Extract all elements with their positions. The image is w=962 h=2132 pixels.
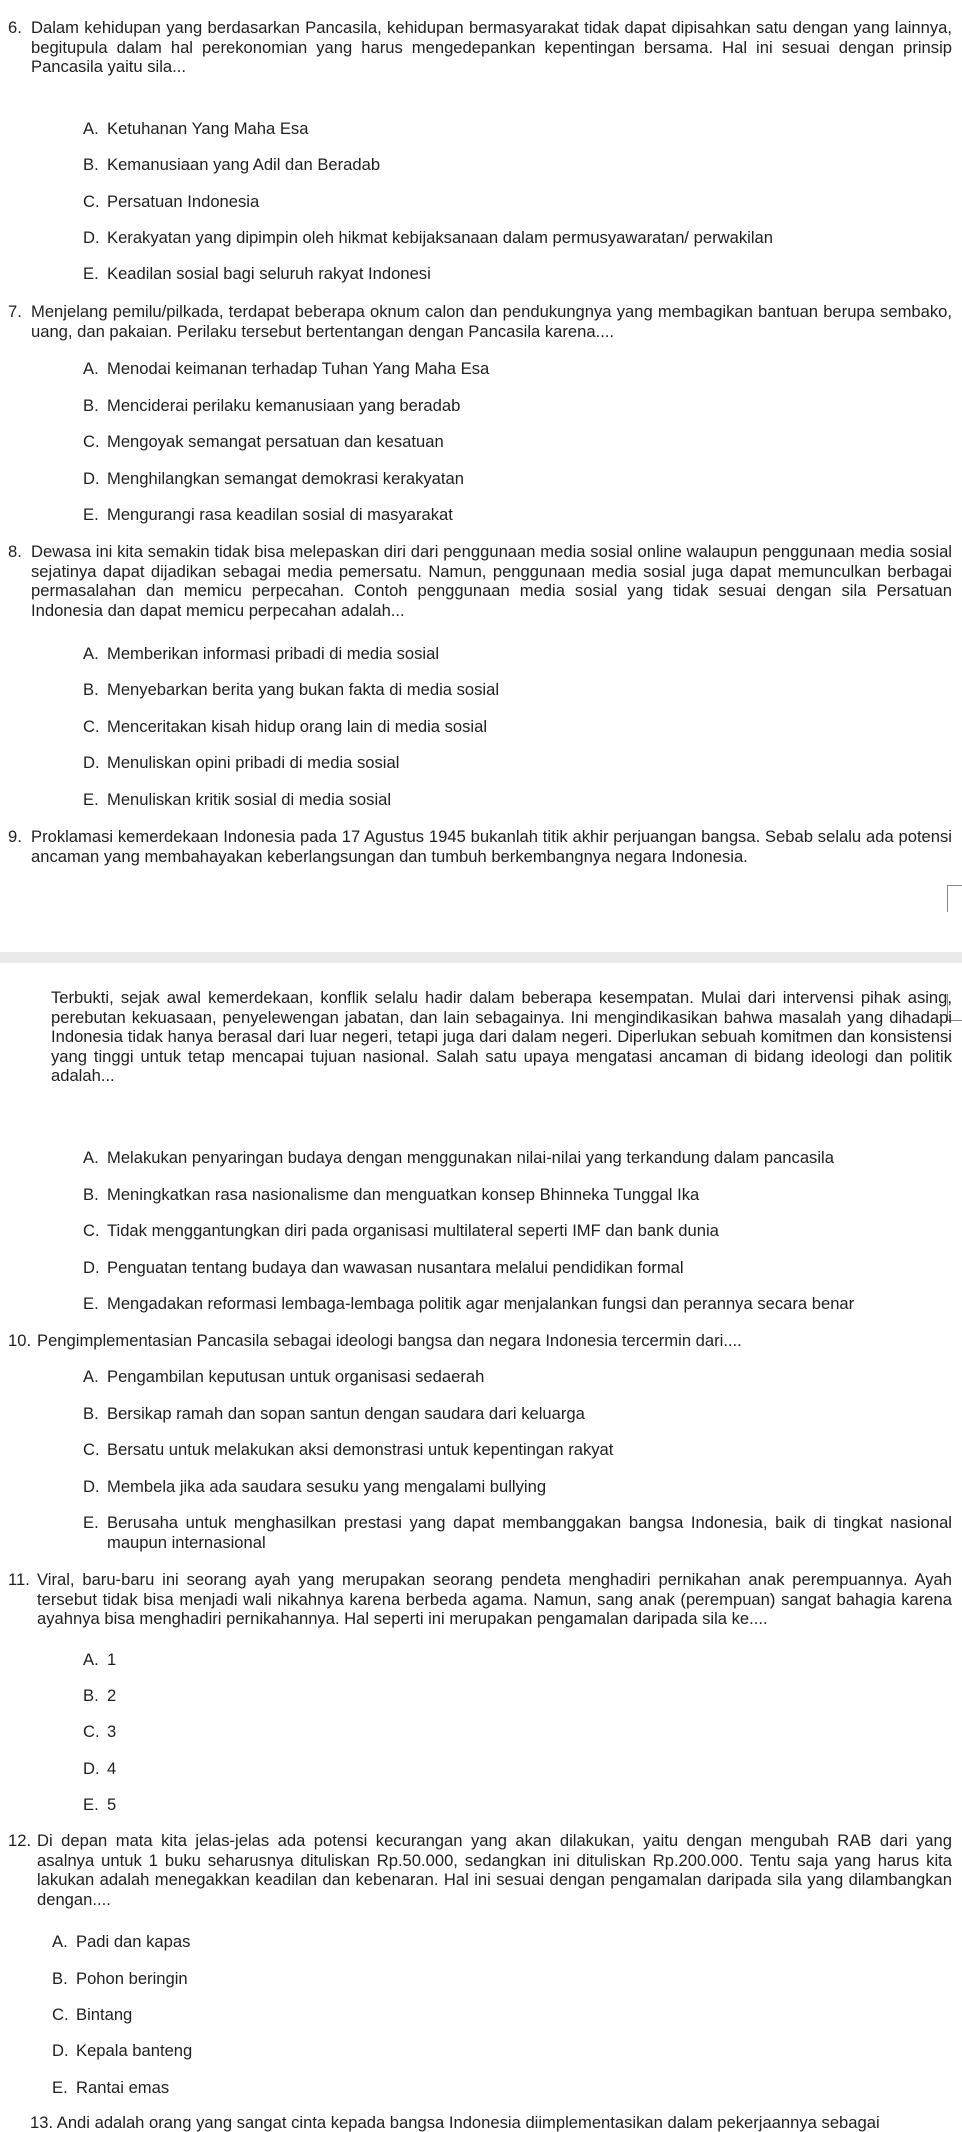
option-letter: B. — [83, 155, 99, 174]
option-8c[interactable] — [83, 717, 952, 737]
option-letter: C. — [83, 1221, 100, 1240]
question-text: Viral, baru-baru ini seorang ayah yang merupakan seorang pendeta menghadiri pernikahan anak perempuannya. Ayah tersebut tidak bisa menjadi wali nikahnya karena berbeda agama. Namun, sang anak (perempuan) sangat bahagia karena ayahnya bisa menghadiri pernikahannya. Hal seperti ini merupakan pengamalan daripada sila ke.... — [37, 1570, 952, 1628]
option-text: Menodai keimanan terhadap Tuhan Yang Maha Esa — [107, 359, 490, 378]
option-7d[interactable] — [83, 469, 952, 489]
option-text: Menciderai perilaku kemanusiaan yang beradab — [107, 396, 461, 415]
option-letter: A. — [83, 1148, 99, 1167]
option-text: Mengurangi rasa keadilan sosial di masyarakat — [107, 505, 453, 524]
question-9-continuation — [8, 988, 952, 1086]
option-text: Kerakyatan yang dipimpin oleh hikmat kebijaksanaan dalam permusyawaratan/ perwakilan — [107, 228, 773, 247]
option-6b[interactable] — [83, 155, 952, 175]
option-letter: E. — [83, 264, 99, 283]
option-text: Ketuhanan Yang Maha Esa — [107, 119, 309, 138]
option-8d[interactable] — [83, 753, 952, 773]
option-letter: E. — [83, 1513, 99, 1532]
question-number: 6. — [8, 18, 22, 37]
option-letter: B. — [83, 1185, 99, 1204]
option-12b[interactable] — [52, 1969, 952, 1989]
option-9b[interactable] — [83, 1185, 952, 1205]
option-letter: D. — [83, 1258, 100, 1277]
option-letter: D. — [83, 469, 100, 488]
option-text: Padi dan kapas — [76, 1932, 191, 1951]
option-12a[interactable] — [52, 1932, 952, 1952]
option-10b[interactable] — [83, 1404, 952, 1424]
option-letter: B. — [83, 396, 99, 415]
option-letter: D. — [83, 1759, 100, 1778]
option-text: Bersikap ramah dan sopan santun dengan saudara dari keluarga — [107, 1404, 585, 1423]
option-10e[interactable] — [83, 1513, 952, 1552]
option-text: 4 — [107, 1759, 117, 1778]
option-text: Pengambilan keputusan untuk organisasi sedaerah — [107, 1367, 485, 1386]
option-letter: A. — [52, 1932, 68, 1951]
option-letter: E. — [52, 2078, 68, 2097]
option-text: Penguatan tentang budaya dan wawasan nusantara melalui pendidikan formal — [107, 1258, 684, 1277]
option-12e[interactable] — [52, 2078, 952, 2098]
option-text: Berusaha untuk menghasilkan prestasi yang dapat membanggakan bangsa Indonesia, baik di tingkat nasional maupun internasional — [107, 1513, 952, 1552]
question-8 — [8, 542, 952, 620]
option-letter: A. — [83, 119, 99, 138]
question-6 — [8, 18, 952, 77]
question-number: 10. — [8, 1331, 32, 1350]
option-11c[interactable] — [83, 1722, 952, 1742]
option-letter: A. — [83, 1650, 99, 1669]
option-7e[interactable] — [83, 505, 952, 525]
question-text: Pengimplementasian Pancasila sebagai ideologi bangsa dan negara Indonesia tercermin dari.... — [37, 1331, 742, 1350]
option-letter: C. — [83, 192, 100, 211]
option-letter: C. — [83, 717, 100, 736]
question-text: Menjelang pemilu/pilkada, terdapat beberapa oknum calon dan pendukungnya yang membagikan bantuan berupa sembako, uang, dan pakaian. Perilaku tersebut bertentangan dengan Pancasila karena.... — [31, 302, 952, 341]
option-text: 5 — [107, 1795, 117, 1814]
question-7 — [8, 302, 952, 341]
question-text: Di depan mata kita jelas-jelas ada potensi kecurangan yang akan dilakukan, yaitu dengan mengubah RAB dari yang asalnya untuk 1 buku seharusnya dituliskan Rp.50.000, sedangkan ini dituliskan Rp.200.000. Tentu saja yang harus kita lakukan adalah menegakkan keadilan dan kebenaran. Hal ini sesuai dengan pengamalan daripada sila yang dilambangkan dengan.... — [37, 1831, 952, 1909]
option-6d[interactable] — [83, 228, 952, 248]
question-11 — [8, 1570, 952, 1629]
question-12 — [8, 1831, 952, 1909]
option-text: Mengoyak semangat persatuan dan kesatuan — [107, 432, 444, 451]
option-letter: A. — [83, 644, 99, 663]
option-10a[interactable] — [83, 1367, 952, 1387]
option-text: Memberikan informasi pribadi di media sosial — [107, 644, 440, 663]
option-8b[interactable] — [83, 680, 952, 700]
question-text: Terbukti, sejak awal kemerdekaan, konflik selalu hadir dalam beberapa kesempatan. Mulai dari intervensi pihak asing, perebutan kekuasaan, penyelewengan jabatan, dan lain sebagainya. Ini mengindikasikan bahwa masalah yang dihadapi Indonesia tidak hanya berasal dari luar negeri, tetapi juga dari dalam negeri. Diperlukan sebuah komitmen dan konsistensi yang tinggi untuk tetap mencapai tujuan nasional. Salah satu upaya mengatasi ancaman di bidang ideologi dan politik adalah... — [51, 988, 952, 1085]
option-letter: D. — [83, 1477, 100, 1496]
option-11b[interactable] — [83, 1686, 952, 1706]
question-9 — [8, 827, 952, 866]
option-letter: B. — [83, 1404, 99, 1423]
option-letter: E. — [83, 1294, 99, 1313]
option-text: Keadilan sosial bagi seluruh rakyat Indonesi — [107, 264, 431, 283]
option-letter: A. — [83, 359, 99, 378]
option-letter: A. — [83, 1367, 99, 1386]
option-text: Rantai emas — [76, 2078, 170, 2097]
option-9a[interactable] — [83, 1148, 952, 1168]
option-6e[interactable] — [83, 264, 952, 284]
question-10 — [8, 1331, 952, 1351]
option-text: Meningkatkan rasa nasionalisme dan menguatkan konsep Bhinneka Tunggal Ika — [107, 1185, 700, 1204]
option-text: Menghilangkan semangat demokrasi kerakyatan — [107, 469, 464, 488]
option-text: Mengadakan reformasi lembaga-lembaga politik agar menjalankan fungsi dan perannya secara benar — [107, 1294, 855, 1313]
option-text: Menuliskan kritik sosial di media sosial — [107, 790, 392, 809]
option-letter: B. — [52, 1969, 68, 1988]
option-text: 1 — [107, 1650, 117, 1669]
option-text: Menyebarkan berita yang bukan fakta di media sosial — [107, 680, 500, 699]
question-13-cutoff: 13. Andi adalah orang yang sangat cinta kepada bangsa Indonesia diimplementasikan dalam pekerjaannya sebagai — [30, 2113, 880, 2132]
option-7c[interactable] — [83, 432, 952, 452]
option-9e[interactable] — [83, 1294, 952, 1314]
question-text: Dalam kehidupan yang berdasarkan Pancasila, kehidupan bermasyarakat tidak dapat dipisahkan satu dengan yang lainnya, begitupula dalam hal perekonomian yang harus mengedepankan kepentingan bersama. Hal ini sesuai dengan prinsip Pancasila yaitu sila... — [31, 18, 952, 76]
page-corner-mark — [947, 885, 962, 912]
question-number: 8. — [8, 542, 22, 561]
option-text: 2 — [107, 1686, 117, 1705]
question-number: 7. — [8, 302, 22, 321]
option-text: Persatuan Indonesia — [107, 192, 260, 211]
option-letter: C. — [83, 432, 100, 451]
option-12c[interactable] — [52, 2005, 952, 2025]
option-7a[interactable] — [83, 359, 952, 379]
option-7b[interactable] — [83, 396, 952, 416]
option-text: Bersatu untuk melakukan aksi demonstrasi untuk kepentingan rakyat — [107, 1440, 614, 1459]
option-letter: E. — [83, 505, 99, 524]
option-letter: D. — [52, 2041, 69, 2060]
option-9c[interactable] — [83, 1221, 952, 1241]
option-letter: E. — [83, 1795, 99, 1814]
option-text: Tidak menggantungkan diri pada organisasi multilateral seperti IMF dan bank dunia — [107, 1221, 719, 1240]
option-8a[interactable] — [83, 644, 952, 664]
option-6a[interactable] — [83, 119, 952, 139]
option-letter: D. — [83, 228, 100, 247]
question-number: 9. — [8, 827, 22, 846]
option-10d[interactable] — [83, 1477, 952, 1497]
document-page-1 — [0, 0, 962, 952]
question-number: 11. — [8, 1570, 30, 1589]
option-11e[interactable] — [83, 1795, 952, 1815]
option-text: Menceritakan kisah hidup orang lain di media sosial — [107, 717, 488, 736]
option-letter: C. — [52, 2005, 69, 2024]
option-text: 3 — [107, 1722, 117, 1741]
option-8e[interactable] — [83, 790, 952, 810]
question-text: Proklamasi kemerdekaan Indonesia pada 17 Agustus 1945 bukanlah titik akhir perjuangan bangsa. Sebab selalu ada potensi ancaman yang membahayakan keberlangsungan dan tumbuh berkembangnya negara Indonesia. — [31, 827, 952, 866]
option-6c[interactable] — [83, 192, 952, 212]
option-text: Membela jika ada saudara sesuku yang mengalami bullying — [107, 1477, 547, 1496]
option-text: Pohon beringin — [76, 1969, 188, 1988]
option-letter: D. — [83, 753, 100, 772]
option-10c[interactable] — [83, 1440, 952, 1460]
option-text: Melakukan penyaringan budaya dengan menggunakan nilai-nilai yang terkandung dalam pancasila — [107, 1148, 834, 1167]
option-letter: B. — [83, 1686, 99, 1705]
option-11d[interactable] — [83, 1759, 952, 1779]
option-9d[interactable] — [83, 1258, 952, 1278]
option-text: Menuliskan opini pribadi di media sosial — [107, 753, 400, 772]
option-letter: C. — [83, 1722, 100, 1741]
option-12d[interactable] — [52, 2041, 952, 2061]
option-letter: C. — [83, 1440, 100, 1459]
option-text: Kemanusiaan yang Adil dan Beradab — [107, 155, 381, 174]
question-text: Dewasa ini kita semakin tidak bisa melepaskan diri dari penggunaan media sosial online walaupun penggunaan media sosial sejatinya dapat dijadikan sebagai media pemersatu. Namun, penggunaan media sosial juga dapat memunculkan berbagai permasalahan dan memicu perpecahan. Contoh penggunaan media sosial yang tidak sesuai dengan sila Persatuan Indonesia dan dapat memicu perpecahan adalah... — [31, 542, 952, 620]
option-letter: E. — [83, 790, 99, 809]
page-gap — [0, 952, 962, 963]
option-text: Bintang — [76, 2005, 133, 2024]
option-text: Kepala banteng — [76, 2041, 193, 2060]
question-number: 12. — [8, 1831, 32, 1850]
option-letter: B. — [83, 680, 99, 699]
option-11a[interactable] — [83, 1650, 952, 1670]
